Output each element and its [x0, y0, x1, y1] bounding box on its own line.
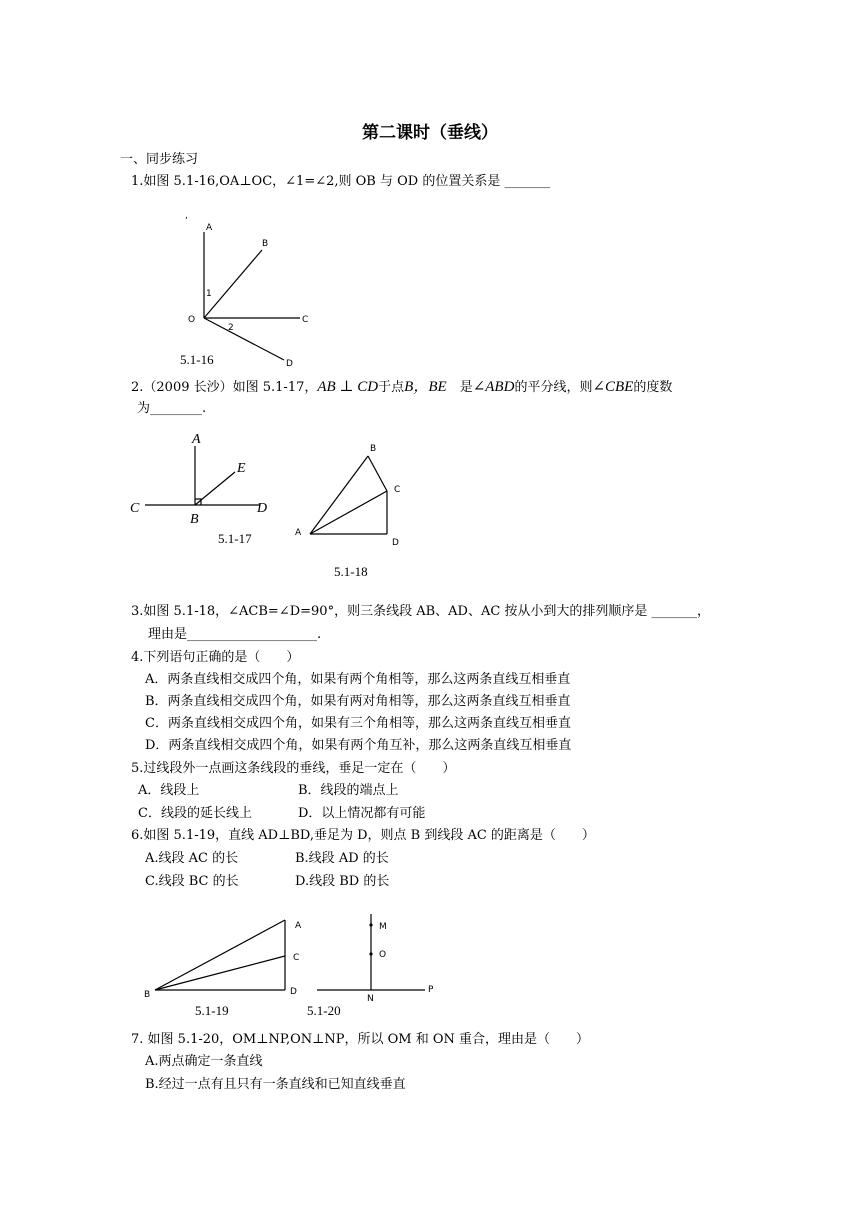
- label-N: N: [367, 994, 374, 1002]
- label-D: D: [392, 538, 399, 548]
- label-A: A: [206, 223, 213, 233]
- question-3: 3.如图 5.1-18，∠ACB=∠D=90°，则三条线段 AB、AD、AC 按从小到大的排列顺序是 _______，: [131, 604, 711, 619]
- section-heading: 一、同步练习: [120, 152, 199, 167]
- caption-5-1-17: 5.1-17: [218, 531, 252, 546]
- page-title: 第二课时（垂线）: [362, 123, 498, 143]
- caption-5-1-18: 5.1-18: [334, 564, 368, 579]
- label-B: B: [370, 444, 377, 454]
- label-A: A: [192, 432, 201, 447]
- figure-5-1-19: [140, 912, 315, 1002]
- caption-5-1-19: 5.1-19: [195, 1003, 229, 1018]
- q7-option-a: A.两点确定一条直线: [145, 1054, 263, 1069]
- label-B: B: [262, 239, 269, 249]
- question-7: 7. 如图 5.1-20，OM⊥NP,ON⊥NP，所以 OM 和 ON 重合，理由是（ ）: [131, 1032, 590, 1047]
- label-B: B: [144, 990, 151, 1000]
- q5-option-c: C．线段的延长线上: [138, 806, 252, 821]
- label-C: C: [293, 953, 300, 963]
- label-A: A: [295, 921, 302, 931]
- q4-option-c: C．两条直线相交成四个角，如果有三个角相等，那么这两条直线互相垂直: [145, 716, 571, 731]
- caption-5-1-20: 5.1-20: [307, 1003, 341, 1018]
- question-2-line2: 为________.: [137, 401, 207, 416]
- q4-option-a: A．两条直线相交成四个角，如果有两个角相等，那么这两条直线互相垂直: [145, 672, 571, 687]
- question-4: 4.下列语句正确的是（ ）: [131, 650, 300, 665]
- figure-5-1-17: [125, 428, 275, 528]
- label-C: C: [394, 485, 401, 495]
- label-O: O: [188, 315, 196, 325]
- q4-option-d: D．两条直线相交成四个角，如果有两个角互补，那么这两条直线互相垂直: [145, 738, 572, 753]
- label-M: M: [379, 922, 387, 932]
- question-2: 2.（2009 长沙）如图 5.1-17，AB ⊥ CD于点B，BE 是∠ABD的平分线，则∠CBE的度数: [131, 379, 673, 395]
- q5-option-d: D．以上情况都有可能: [298, 806, 426, 821]
- label-D: D: [286, 359, 293, 369]
- q6-option-c: C.线段 BC 的长: [145, 874, 239, 889]
- figure-5-1-18: [290, 438, 415, 553]
- label-E: E: [237, 461, 246, 476]
- question-6: 6.如图 5.1-19，直线 AD⊥BD,垂足为 D，则点 B 到线段 AC 的距离是（ ）: [131, 828, 595, 843]
- label-2: 2: [228, 323, 234, 333]
- q6-option-a: A.线段 AC 的长: [145, 851, 239, 866]
- figure-5-1-20: [315, 912, 440, 1002]
- figure-5-1-16: [180, 210, 330, 370]
- label-A: A: [295, 528, 302, 538]
- q5-option-b: B．线段的端点上: [298, 783, 399, 798]
- q7-option-b: B.经过一点有且只有一条直线和已知直线垂直: [145, 1077, 406, 1092]
- caption-5-1-16: 5.1-16: [180, 352, 214, 367]
- label-B: B: [190, 512, 199, 527]
- label-D: D: [257, 501, 268, 516]
- q6-option-d: D.线段 BD 的长: [295, 874, 390, 889]
- label-D: D: [290, 987, 297, 997]
- q5-option-a: A．线段上: [138, 783, 200, 798]
- q6-option-b: B.线段 AD 的长: [295, 851, 389, 866]
- label-C: C: [130, 501, 140, 516]
- label-1: 1: [206, 289, 212, 299]
- label-C: C: [302, 315, 309, 325]
- label-O: O: [379, 950, 387, 960]
- question-5: 5.过线段外一点画这条线段的垂线，垂足一定在（ ）: [131, 761, 456, 776]
- question-1: 1.如图 5.1-16,OA⊥OC，∠1=∠2,则 OB 与 OD 的位置关系是 _______: [131, 174, 550, 189]
- question-3-line2: 理由是____________________.: [148, 627, 322, 642]
- q4-option-b: B．两条直线相交成四个角，如果有两对角相等，那么这两条直线互相垂直: [145, 694, 571, 709]
- label-P: P: [428, 985, 434, 995]
- svg-text:,: ,: [185, 211, 188, 221]
